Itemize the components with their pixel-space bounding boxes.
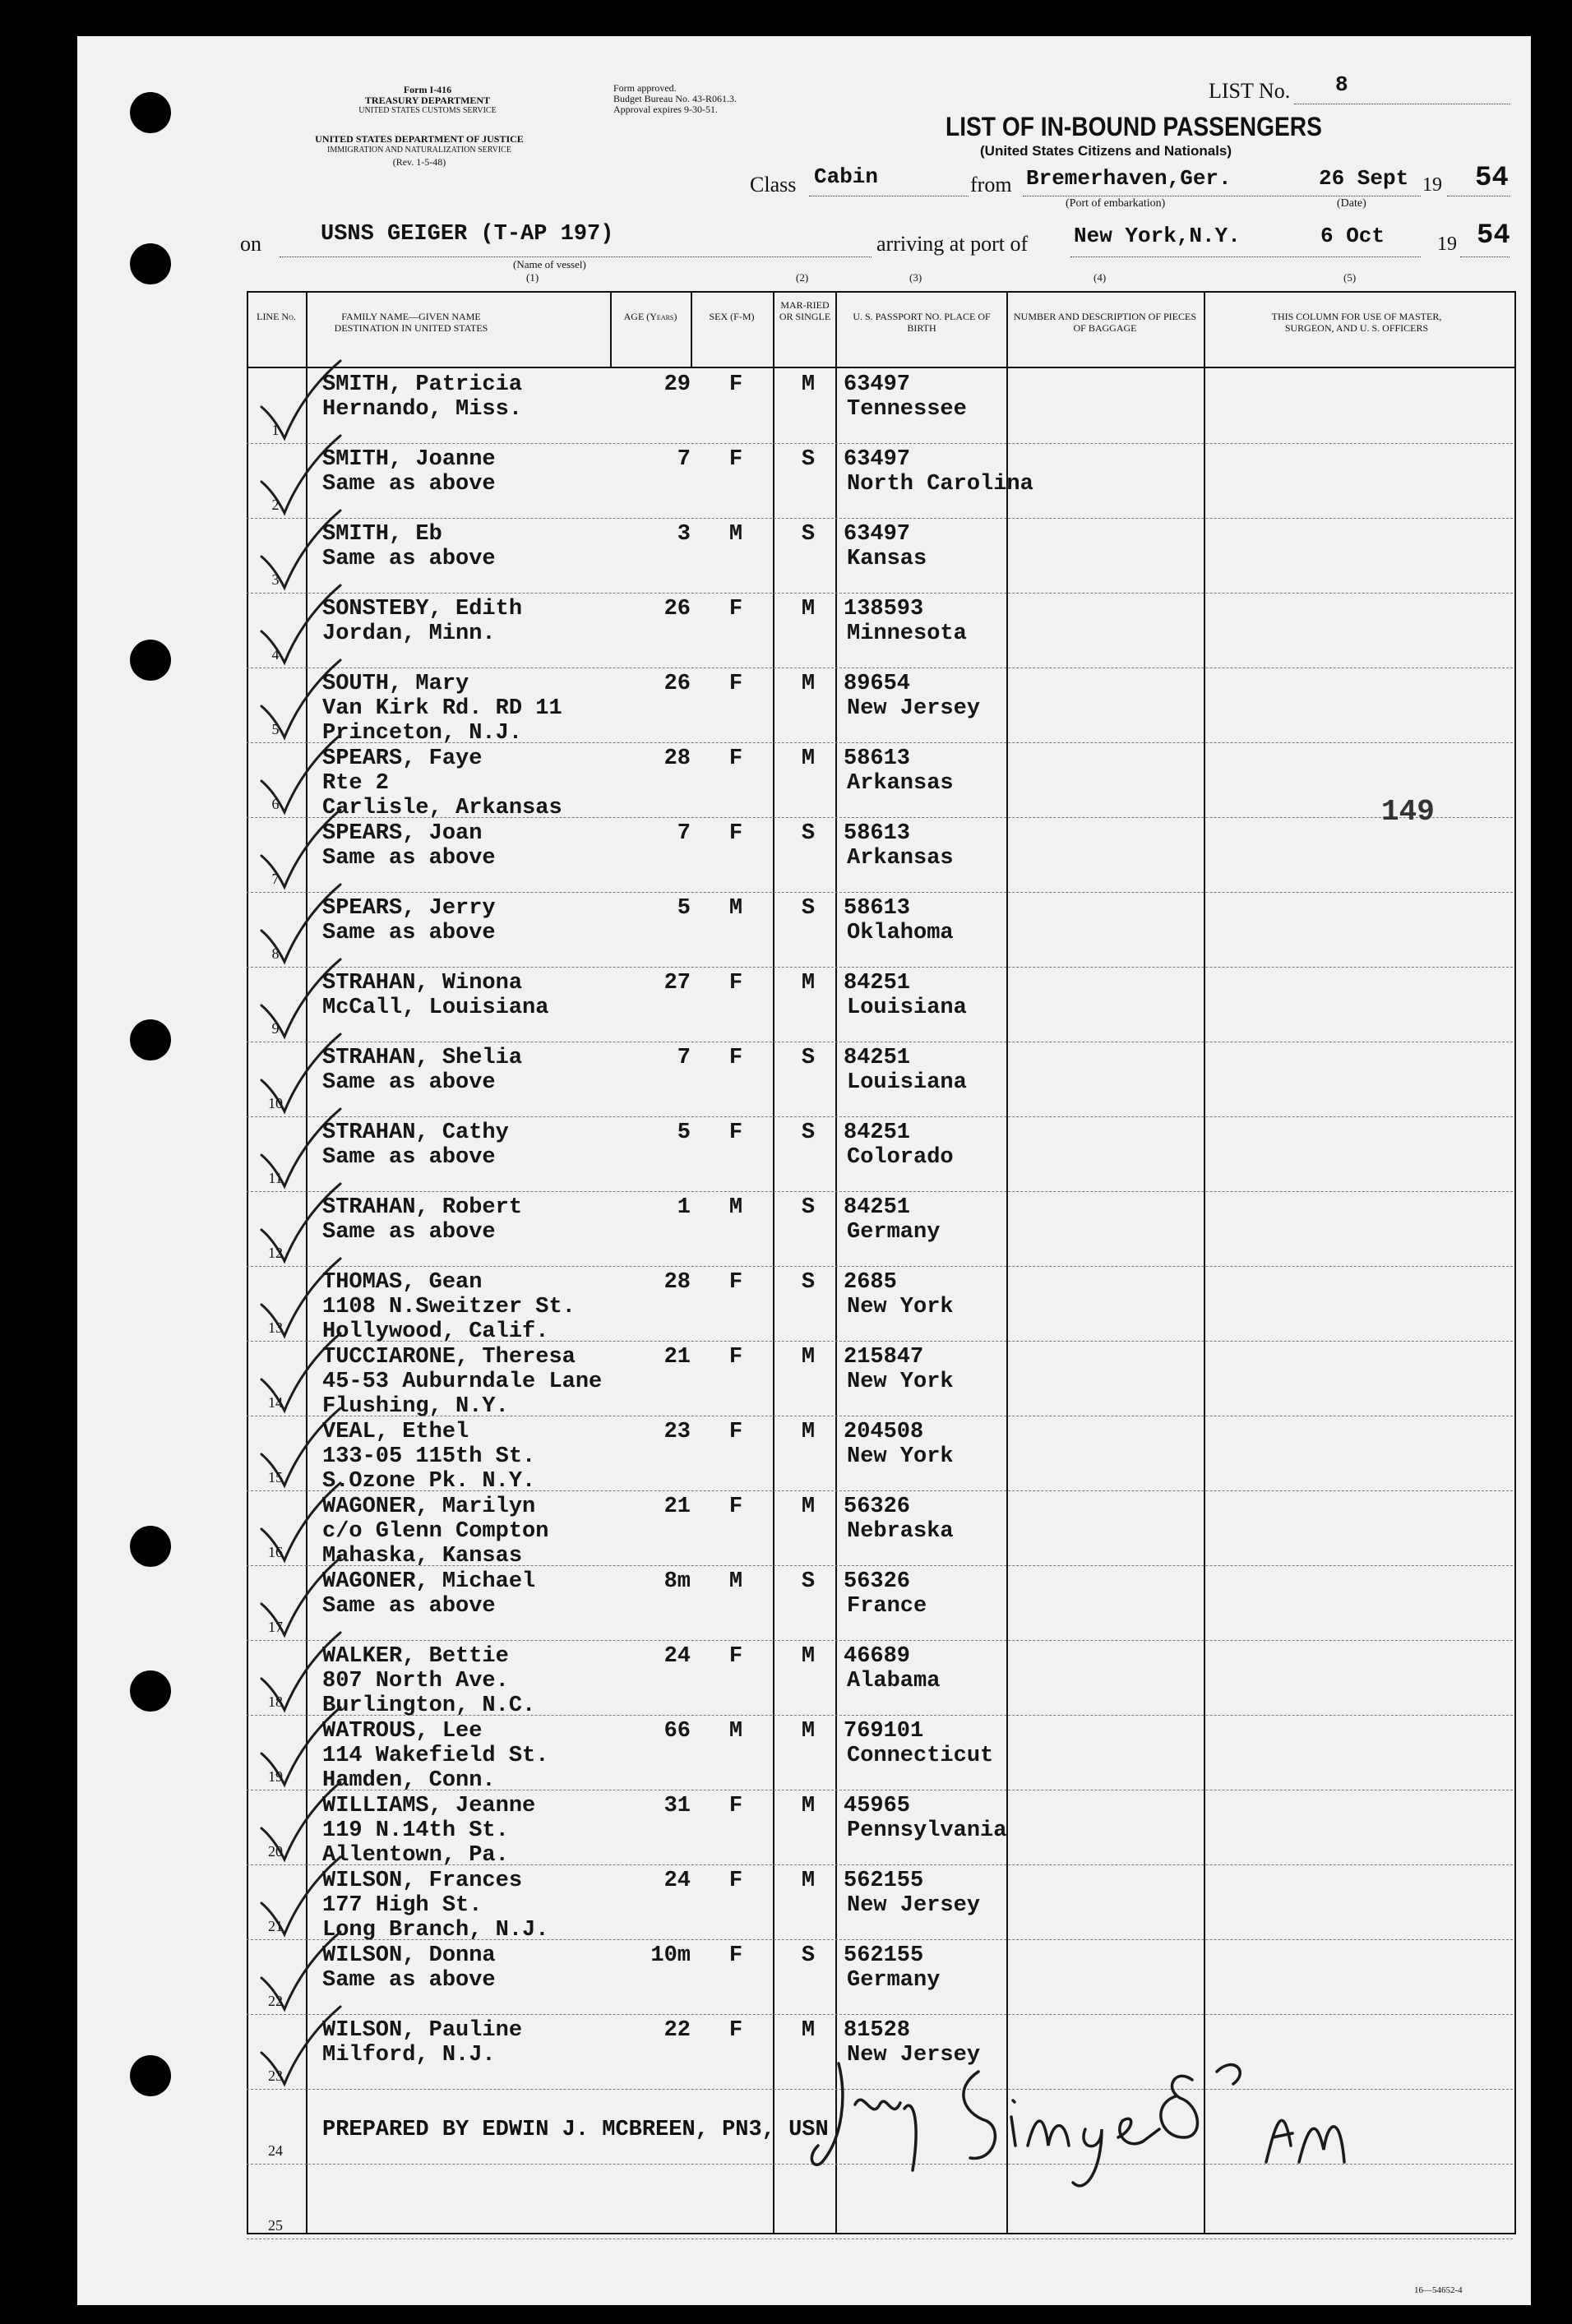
- destination-line: Same as above: [322, 846, 496, 871]
- line-number: 11: [268, 1170, 283, 1186]
- age: 26: [663, 597, 691, 621]
- passenger-name: WAGONER, Michael: [322, 1569, 536, 1594]
- sex: F: [728, 1943, 743, 1968]
- sex: M: [728, 1719, 743, 1744]
- passenger-name: WALKER, Bettie: [322, 1644, 509, 1669]
- line-number: 5: [271, 721, 280, 737]
- place-of-birth: France: [847, 1594, 927, 1619]
- age: 28: [663, 746, 691, 771]
- column-number-1: (1): [526, 271, 539, 284]
- col-age-header: AGE (Years): [623, 311, 677, 322]
- place-of-birth: Connecticut: [847, 1744, 994, 1768]
- destination-line: Princeton, N.J.: [322, 721, 523, 746]
- destination-line: Rte 2: [322, 771, 390, 796]
- place-of-birth: Arkansas: [847, 771, 954, 796]
- class-label: Class: [750, 173, 797, 196]
- passport-number: 58613: [844, 896, 911, 921]
- sex: F: [728, 597, 743, 621]
- line-number: 3: [271, 571, 280, 588]
- passport-number: 84251: [844, 1120, 911, 1145]
- age: 10m: [650, 1943, 691, 1968]
- treasury-label: TREASURY DEPARTMENT: [364, 95, 491, 106]
- marital-status: M: [801, 971, 816, 996]
- age: 22: [663, 2018, 691, 2043]
- place-of-birth: New York: [847, 1295, 954, 1319]
- marital-status: S: [801, 1195, 816, 1220]
- destination-line: Same as above: [322, 1070, 496, 1095]
- sex: F: [728, 746, 743, 771]
- place-of-birth: Germany: [847, 1968, 941, 1993]
- line-number: 7: [271, 871, 280, 887]
- destination-line: c/o Glenn Compton: [322, 1519, 549, 1544]
- line-number: 15: [268, 1469, 283, 1485]
- destination-line: Flushing, N.Y.: [322, 1394, 509, 1419]
- age: 8m: [663, 1569, 691, 1594]
- place-of-birth: North Carolina: [847, 472, 1033, 497]
- marital-status: S: [801, 896, 816, 921]
- year-prefix-2: 19: [1437, 233, 1457, 255]
- passport-number: 81528: [844, 2018, 911, 2043]
- sex: F: [728, 821, 743, 846]
- col-baggage-header: NUMBER AND DESCRIPTION OF PIECES OF BAGGAGE: [1013, 311, 1197, 334]
- year-prefix: 19: [1422, 174, 1442, 196]
- table-row: [247, 1192, 1513, 1267]
- approval-expires: Approval expires 9-30-51.: [613, 104, 718, 115]
- destination-line: Same as above: [322, 921, 496, 945]
- passenger-name: WAGONER, Marilyn: [322, 1495, 536, 1519]
- marital-status: S: [801, 522, 816, 547]
- sex: F: [728, 1046, 743, 1070]
- embarkation-port: Bremerhaven,Ger.: [1026, 166, 1232, 191]
- destination-line: Allentown, Pa.: [322, 1843, 509, 1868]
- age: 24: [663, 1644, 691, 1669]
- passenger-name: SONSTEBY, Edith: [322, 597, 523, 621]
- marital-status: M: [801, 1794, 816, 1818]
- date-note: (Date): [1337, 197, 1366, 210]
- sex: M: [728, 1195, 743, 1220]
- from-label: from: [970, 173, 1012, 196]
- marital-status: M: [801, 672, 816, 696]
- place-of-birth: New Jersey: [847, 696, 981, 721]
- table-row: [247, 594, 1513, 668]
- destination-line: McCall, Louisiana: [322, 996, 549, 1020]
- col-married-header: MAR-RIED OR SINGLE: [779, 299, 831, 322]
- binder-hole: [130, 640, 171, 681]
- binder-hole: [130, 243, 171, 284]
- destination-line: 133-05 115th St.: [322, 1444, 536, 1469]
- passenger-name: THOMAS, Gean: [322, 1270, 483, 1295]
- marital-status: M: [801, 746, 816, 771]
- passport-number: 562155: [844, 1943, 924, 1968]
- budget-bureau: Budget Bureau No. 43-R061.3.: [613, 93, 737, 104]
- sex: F: [728, 1644, 743, 1669]
- passenger-name: SPEARS, Jerry: [322, 896, 496, 921]
- place-of-birth: Nebraska: [847, 1519, 954, 1544]
- line-number: 16: [268, 1544, 283, 1560]
- place-of-birth: New York: [847, 1444, 954, 1469]
- line-number: 2: [271, 497, 280, 513]
- destination-line: Hollywood, Calif.: [322, 1319, 549, 1344]
- sex: F: [728, 1420, 743, 1444]
- arriving-label: arriving at port of: [876, 232, 1029, 256]
- place-of-birth: Louisiana: [847, 996, 967, 1020]
- passport-number: 89654: [844, 672, 911, 696]
- passport-number: 56326: [844, 1495, 911, 1519]
- marital-status: M: [801, 1345, 816, 1370]
- passport-number: 56326: [844, 1569, 911, 1594]
- age: 27: [663, 971, 691, 996]
- line-number: 20: [268, 1843, 283, 1860]
- place-of-birth: Oklahoma: [847, 921, 954, 945]
- col-name-header: FAMILY NAME—GIVEN NAME DESTINATION IN UNITED STATES: [334, 311, 488, 334]
- place-of-birth: New York: [847, 1370, 954, 1394]
- line-number: 25: [268, 2217, 283, 2234]
- place-of-birth: New Jersey: [847, 1893, 981, 1918]
- place-of-birth: Minnesota: [847, 621, 967, 646]
- place-of-birth: Tennessee: [847, 397, 967, 422]
- revision-label: (Rev. 1-5-48): [392, 156, 446, 168]
- line-number: 21: [268, 1918, 283, 1934]
- age: 31: [663, 1794, 691, 1818]
- line-number: 18: [268, 1693, 283, 1710]
- destination-line: Carlisle, Arkansas: [322, 796, 562, 820]
- passenger-name: WATROUS, Lee: [322, 1719, 483, 1744]
- binder-hole: [130, 1526, 171, 1567]
- marital-status: S: [801, 1569, 816, 1594]
- destination-line: Hernando, Miss.: [322, 397, 523, 422]
- sex: M: [728, 522, 743, 547]
- passport-number: 204508: [844, 1420, 924, 1444]
- table-row: [247, 1267, 1513, 1342]
- table-row: [247, 519, 1513, 594]
- sex: F: [728, 1120, 743, 1145]
- place-of-birth: Germany: [847, 1220, 941, 1245]
- table-row: [247, 1790, 1513, 1868]
- age: 21: [663, 1495, 691, 1519]
- marital-status: M: [801, 1495, 816, 1519]
- sex: M: [728, 896, 743, 921]
- table-row: [247, 1117, 1513, 1192]
- marital-status: M: [801, 372, 816, 397]
- line-number: 1: [271, 422, 280, 438]
- class-value: Cabin: [814, 164, 879, 189]
- place-of-birth: New Jersey: [847, 2043, 981, 2068]
- sex: F: [728, 1345, 743, 1370]
- passenger-name: VEAL, Ethel: [322, 1420, 469, 1444]
- list-number: 8: [1335, 72, 1348, 97]
- age: 28: [663, 1270, 691, 1295]
- col-line-header: LINE No.: [257, 311, 296, 322]
- passenger-name: SMITH, Eb: [322, 522, 442, 547]
- col-sex-header: SEX (F-M): [709, 311, 755, 322]
- passport-number: 63497: [844, 372, 911, 397]
- sex: F: [728, 971, 743, 996]
- line-number: 17: [268, 1619, 283, 1635]
- table-row: [247, 1416, 1513, 1494]
- sex: F: [728, 1794, 743, 1818]
- passenger-name: STRAHAN, Shelia: [322, 1046, 523, 1070]
- binder-hole: [130, 2055, 171, 2096]
- destination-line: S.Ozone Pk. N.Y.: [322, 1469, 536, 1494]
- destination-line: Same as above: [322, 1145, 496, 1170]
- passport-number: 63497: [844, 447, 911, 472]
- table-row: [247, 1566, 1513, 1641]
- age: 5: [677, 896, 691, 921]
- passport-number: 84251: [844, 1046, 911, 1070]
- place-of-birth: Colorado: [847, 1145, 954, 1170]
- passenger-name: STRAHAN, Winona: [322, 971, 523, 996]
- place-of-birth: Pennsylvania: [847, 1818, 1007, 1843]
- destination-line: Milford, N.J.: [322, 2043, 496, 2068]
- passenger-name: WILSON, Frances: [322, 1869, 523, 1893]
- table-row: [247, 1342, 1513, 1419]
- sex: F: [728, 1495, 743, 1519]
- table-row: [247, 893, 1513, 968]
- marital-status: S: [801, 1120, 816, 1145]
- age: 26: [663, 672, 691, 696]
- prepared-by: PREPARED BY EDWIN J. MCBREEN, PN3, USN: [322, 2118, 829, 2142]
- column-number-5: (5): [1343, 271, 1357, 284]
- list-label: LIST No.: [1209, 79, 1291, 103]
- place-of-birth: Alabama: [847, 1669, 941, 1693]
- form-number: Form I-416: [403, 84, 452, 95]
- justice-label: UNITED STATES DEPARTMENT OF JUSTICE: [315, 133, 524, 145]
- customs-label: UNITED STATES CUSTOMS SERVICE: [358, 106, 497, 115]
- passport-number: 84251: [844, 971, 911, 996]
- passport-number: 58613: [844, 746, 911, 771]
- passport-number: 63497: [844, 522, 911, 547]
- table-row: [247, 1042, 1513, 1117]
- handwritten-signature: [789, 2006, 1365, 2203]
- destination-line: Same as above: [322, 547, 496, 571]
- passenger-name: SPEARS, Faye: [322, 746, 483, 771]
- destination-line: Same as above: [322, 1594, 496, 1619]
- age: 21: [663, 1345, 691, 1370]
- on-label: on: [240, 232, 261, 256]
- line-number: 22: [268, 1993, 283, 2009]
- age: 23: [663, 1420, 691, 1444]
- destination-line: Same as above: [322, 472, 496, 497]
- table-row: [247, 369, 1513, 444]
- table-row: [247, 1641, 1513, 1716]
- column-number-2: (2): [796, 271, 809, 284]
- table-row: [247, 818, 1513, 893]
- passenger-name: SPEARS, Joan: [322, 821, 483, 846]
- line-number: 14: [268, 1394, 283, 1411]
- table-row: [247, 1865, 1513, 1943]
- sex: F: [728, 447, 743, 472]
- embarkation-date: 26 Sept: [1319, 166, 1409, 191]
- arrival-port: New York,N.Y.: [1074, 224, 1241, 248]
- line-number: 10: [268, 1095, 283, 1111]
- passenger-name: WILLIAMS, Jeanne: [322, 1794, 536, 1818]
- passenger-name: TUCCIARONE, Theresa: [322, 1345, 576, 1370]
- marital-status: M: [801, 597, 816, 621]
- marital-status: S: [801, 1943, 816, 1968]
- passenger-name: SMITH, Joanne: [322, 447, 496, 472]
- passenger-name: SMITH, Patricia: [322, 372, 523, 397]
- destination-line: 807 North Ave.: [322, 1669, 509, 1693]
- passport-number: 215847: [844, 1345, 924, 1370]
- table-row: [247, 1491, 1513, 1569]
- col-officers-header: THIS COLUMN FOR USE OF MASTER, SURGEON, AND U. S. OFFICERS: [1271, 311, 1442, 334]
- marital-status: S: [801, 1046, 816, 1070]
- table-row: [247, 1716, 1513, 1793]
- destination-line: Mahaska, Kansas: [322, 1544, 523, 1569]
- embarkation-year: 54: [1475, 163, 1509, 194]
- passport-number: 138593: [844, 597, 924, 621]
- binder-hole: [130, 1019, 171, 1060]
- line-number: 24: [268, 2142, 283, 2159]
- vessel-name: USNS GEIGER (T-AP 197): [321, 222, 614, 247]
- passport-number: 46689: [844, 1644, 911, 1669]
- line-number: 19: [268, 1768, 283, 1785]
- destination-line: Jordan, Minn.: [322, 621, 496, 646]
- sex: F: [728, 2018, 743, 2043]
- col-passport-header: U. S. PASSPORT NO. PLACE OF BIRTH: [853, 311, 991, 334]
- passenger-name: SOUTH, Mary: [322, 672, 469, 696]
- passport-number: 58613: [844, 821, 911, 846]
- marital-status: M: [801, 1420, 816, 1444]
- embarkation-note: (Port of embarkation): [1066, 197, 1166, 210]
- line-number: 6: [271, 796, 280, 812]
- vessel-note: (Name of vessel): [513, 258, 586, 270]
- age: 29: [663, 372, 691, 397]
- form-approved: Form approved.: [613, 82, 677, 94]
- table-row: [247, 968, 1513, 1042]
- page-title: LIST OF IN-BOUND PASSENGERS: [946, 112, 1322, 141]
- binder-hole: [130, 92, 171, 133]
- line-number: 12: [268, 1245, 283, 1261]
- destination-line: Long Branch, N.J.: [322, 1918, 549, 1943]
- page-subtitle: (United States Citizens and Nationals): [980, 143, 1232, 159]
- age: 3: [677, 522, 691, 547]
- place-of-birth: Louisiana: [847, 1070, 967, 1095]
- table-row: [247, 743, 1513, 818]
- line-number: 4: [271, 646, 280, 663]
- destination-line: 114 Wakefield St.: [322, 1744, 549, 1768]
- column-number-4: (4): [1093, 271, 1107, 284]
- destination-line: 45-53 Auburndale Lane: [322, 1370, 603, 1394]
- binder-hole: [130, 1670, 171, 1712]
- marital-status: M: [801, 1644, 816, 1669]
- passport-number: 45965: [844, 1794, 911, 1818]
- passenger-name: WILSON, Pauline: [322, 2018, 523, 2043]
- print-code: 16—54652-4: [1414, 2285, 1463, 2295]
- destination-line: 177 High St.: [322, 1893, 483, 1918]
- marital-status: S: [801, 821, 816, 846]
- destination-line: Same as above: [322, 1968, 496, 1993]
- sex: M: [728, 1569, 743, 1594]
- marital-status: M: [801, 2018, 816, 2043]
- ins-label: IMMIGRATION AND NATURALIZATION SERVICE: [327, 146, 511, 155]
- sex: F: [728, 1869, 743, 1893]
- sex: F: [728, 372, 743, 397]
- age: 66: [663, 1719, 691, 1744]
- marital-status: M: [801, 1719, 816, 1744]
- passport-number: 562155: [844, 1869, 924, 1893]
- destination-line: Van Kirk Rd. RD 11: [322, 696, 562, 721]
- table-row: [247, 668, 1513, 746]
- arrival-year: 54: [1477, 220, 1510, 252]
- age: 5: [677, 1120, 691, 1145]
- age: 7: [677, 821, 691, 846]
- table-row: [247, 1940, 1513, 2015]
- officer-note: 149: [1381, 795, 1435, 829]
- table-row: [247, 444, 1513, 519]
- sex: F: [728, 1270, 743, 1295]
- marital-status: S: [801, 447, 816, 472]
- marital-status: M: [801, 1869, 816, 1893]
- line-number: 9: [271, 1020, 280, 1037]
- destination-line: Burlington, N.C.: [322, 1693, 536, 1718]
- destination-line: 119 N.14th St.: [322, 1818, 509, 1843]
- line-number: 23: [268, 2068, 283, 2084]
- passport-number: 2685: [844, 1270, 897, 1295]
- marital-status: S: [801, 1270, 816, 1295]
- destination-line: Same as above: [322, 1220, 496, 1245]
- line-number: 13: [268, 1319, 283, 1336]
- arrival-date: 6 Oct: [1320, 224, 1385, 248]
- place-of-birth: Kansas: [847, 547, 927, 571]
- destination-line: 1108 N.Sweitzer St.: [322, 1295, 576, 1319]
- age: 24: [663, 1869, 691, 1893]
- passport-number: 84251: [844, 1195, 911, 1220]
- age: 1: [677, 1195, 691, 1220]
- age: 7: [677, 1046, 691, 1070]
- passport-number: 769101: [844, 1719, 924, 1744]
- place-of-birth: Arkansas: [847, 846, 954, 871]
- line-number: 8: [271, 945, 280, 962]
- column-number-3: (3): [909, 271, 922, 284]
- passenger-name: WILSON, Donna: [322, 1943, 496, 1968]
- passenger-name: STRAHAN, Robert: [322, 1195, 523, 1220]
- passenger-name: STRAHAN, Cathy: [322, 1120, 509, 1145]
- sex: F: [728, 672, 743, 696]
- age: 7: [677, 447, 691, 472]
- destination-line: Hamden, Conn.: [322, 1768, 496, 1793]
